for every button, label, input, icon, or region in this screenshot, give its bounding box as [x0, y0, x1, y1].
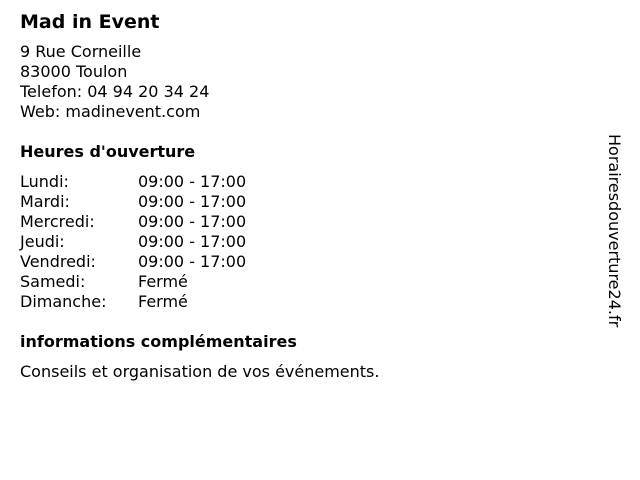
business-card — [20, 10, 580, 382]
hours-day: Mardi: — [20, 192, 70, 211]
hours-time: 09:00 - 17:00 — [138, 252, 247, 271]
hours-day: Mercredi: — [20, 212, 95, 231]
hours-time: 09:00 - 17:00 — [138, 172, 247, 191]
hours-row — [20, 172, 580, 192]
phone-number: Telefon: 04 94 20 34 24 — [20, 82, 210, 101]
site-watermark: Horairesdouverture24.fr — [605, 134, 624, 328]
info-text: Conseils et organisation de vos événements. — [20, 362, 380, 381]
hours-day: Vendredi: — [20, 252, 96, 271]
hours-day: Lundi: — [20, 172, 69, 191]
hours-time: 09:00 - 17:00 — [138, 212, 247, 231]
hours-row — [20, 292, 580, 312]
hours-day: Dimanche: — [20, 292, 107, 311]
hours-row — [20, 192, 580, 212]
hours-time: Fermé — [138, 292, 188, 311]
hours-row — [20, 212, 580, 232]
street-address: 9 Rue Corneille — [20, 42, 142, 61]
hours-row — [20, 272, 580, 292]
address-block — [20, 42, 580, 122]
hours-time: Fermé — [138, 272, 188, 291]
hours-row — [20, 232, 580, 252]
hours-heading: Heures d'ouverture — [20, 142, 196, 161]
hours-table — [20, 172, 580, 312]
info-heading: informations complémentaires — [20, 332, 297, 351]
postal-city: 83000 Toulon — [20, 62, 128, 81]
hours-day: Samedi: — [20, 272, 86, 291]
hours-time: 09:00 - 17:00 — [138, 192, 247, 211]
hours-day: Jeudi: — [20, 232, 65, 251]
business-name: Mad in Event — [20, 11, 160, 33]
hours-row — [20, 252, 580, 272]
hours-time: 09:00 - 17:00 — [138, 232, 247, 251]
website: Web: madinevent.com — [20, 102, 201, 121]
